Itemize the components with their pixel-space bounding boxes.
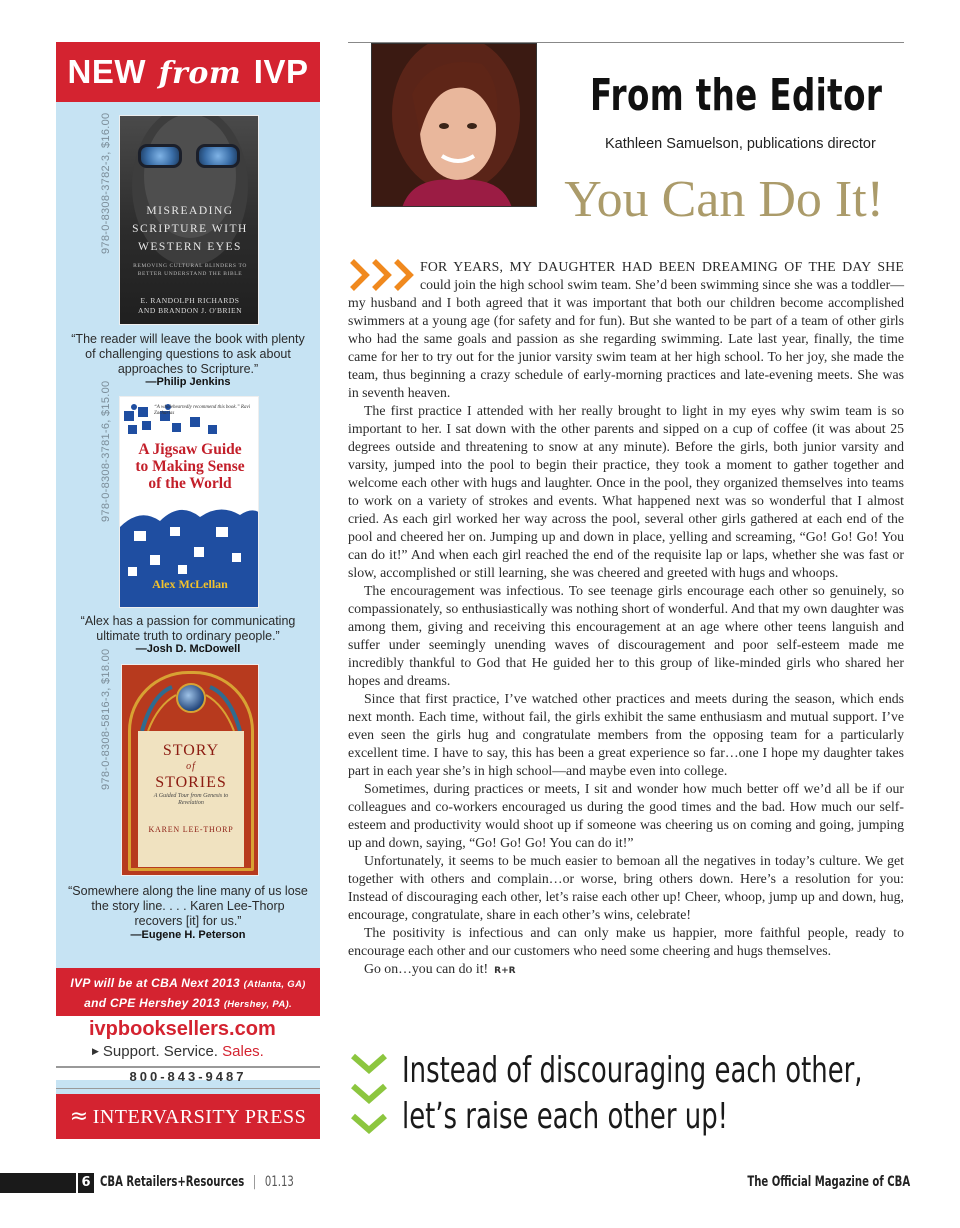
end-mark: R+R [494, 966, 516, 976]
footer-tagline: The Official Magazine of CBA [747, 1174, 910, 1190]
book2-cover-author: Alex McLellan [152, 577, 228, 591]
book2-quote-author: —Josh D. McDowell [135, 643, 241, 655]
book1-quote-author: —Philip Jenkins [145, 376, 231, 388]
ad-header [56, 42, 320, 102]
book2-cover[interactable] [119, 396, 259, 608]
book1-isbn-price: 978-0-8308-3782-3, $16.00 [100, 112, 112, 254]
ivp-advertisement [56, 42, 320, 1139]
byline: Kathleen Samuelson, publications director [605, 136, 876, 152]
green-chevrons-icon [350, 1050, 388, 1142]
article-body [348, 258, 904, 980]
book1-cover-subtitle: REMOVING CULTURAL BLINDERS TO BETTER UNDERSTAND THE BIBLE [133, 263, 247, 277]
ornament-icon [122, 665, 259, 735]
paragraph-7: The positivity is infectious and can only make us happier, more faithful people, ready to encourage each other and our customers who need some cheering and hugs themselves. [348, 925, 904, 958]
paragraph-6: Unfortunately, it seems to be much easier to bemoan all the negatives in today’s culture. We get together with others and complain…or worse, bring others down. Here’s a resolution for you: Instead of discouraging each other, let’s raise each other up! Cheer, whoop, jump up and down, hug, encourage, congratulate, share in each other’s wins, celebrate! [348, 853, 904, 922]
ad-header-brand: IVP [253, 53, 309, 90]
paragraph-3: The encouragement was infectious. To see teenage girls encourage each other so genuinely, so compassionately, so enthusiastically was nothing short of wonderful. And that my own daughter was among them, giving and receiving this encouragement at an age where other teens languish and suffer under seemingly unending waves of discouragement and poor self-esteem made me incredibly thankful to God that He guided her to this group of like-minded girls who shared her hopes and dreams. [348, 583, 904, 688]
book3-cover-subtitle: A Guided Tour from Genesis to Revelation [153, 793, 229, 806]
editor-photo [372, 44, 537, 207]
ad-website-link[interactable]: ivpbooksellers.com [89, 1018, 276, 1040]
book3-cover-author: KAREN LEE-THORP [148, 825, 234, 834]
headline: You Can Do It! [564, 171, 884, 228]
book3-quote: “Somewhere along the line many of us lose the story line. . . . Karen Lee-Thorp recovers [it] for us.” [68, 884, 308, 928]
book1-cover-authors: E. RANDOLPH RICHARDS AND BRANDON J. O'BRIEN [137, 296, 243, 315]
book2-cover-title: A Jigsaw Guide to Making Sense of the World [135, 441, 245, 492]
paragraph-2: The first practice I attended with her really brought to light in my eyes why swim team is so important to her. I sat down with the other parents and sipped on a cup of coffee (it was about 25 degrees outside and threatening to snow at any minute). Before the girls, both junior varsity and varsity, jumped into the pool to begin their practice, they took a moment to gather together and welcome each other with hugs and laughter. Once in the pool, they organized themselves into teams to work on a variety of strokes and events. What happened next was so wonderful that I almost cried. As each girl worked her way across the pool, several other girls gathered at each end of the pool and cheered her on. Jumping up and down in place, yelling and screaming, “Go! Go! Go! You can do it!” And when each girl reached the end of the requisite lap or laps, whether she was fast or slow, accomplished or still learning, she was cheered and greeted with hugs and whoops. [348, 403, 904, 580]
glasses-icon [138, 144, 242, 170]
book2-isbn-price: 978-0-8308-3781-6, $15.00 [100, 380, 112, 522]
book2-quote: “Alex has a passion for communicating ultimate truth to ordinary people.” [80, 614, 296, 643]
book3-cover-title: STORY of STORIES [155, 742, 227, 791]
pull-quote: Instead of discouraging each other, let’s raise each other up! [402, 1050, 863, 1137]
book3-isbn-price: 978-0-8308-5816-3, $18.00 [100, 648, 112, 790]
footer-issue: 01.13 [264, 1174, 294, 1190]
book1-quote: “The reader will leave the book with plenty of challenging questions to ask about approaches to Scripture.” [71, 332, 305, 376]
book3-cover[interactable] [121, 664, 259, 876]
paragraph-5: Sometimes, during practices or meets, I sit and wonder how much better off we’d all be if our colleagues and co-workers encouraged us during the good times and the bad. How much our self-esteem and productivity would shoot up if someone was cheering us on coming and going, jumping up and down, saying, “Go! Go! Go! You can do it!” [348, 781, 904, 850]
wave-logo-icon: ≈ [69, 1104, 89, 1129]
paragraph-4: Since that first practice, I’ve watched other practices and meets during the season, which ends next month. Each time, without fail, the girls exhibit the same enthusiasm and mutual support. I’ve even seen the girls hug and congratulate members from the opposing team for a particularly excellent time. I have to say, this has been a great experience so far…one I hope my daughter takes part in each year she’s in high school—and maybe even into college. [348, 691, 904, 778]
ad-event-banner: IVP will be at CBA Next 2013 (Atlanta, GA) and CPE Hershey 2013 (Hershey, PA). [56, 968, 320, 1016]
paragraph-8: Go on…you can do it! R+R [364, 961, 516, 976]
book1-cover-title: MISREADING SCRIPTURE WITH WESTERN EYES [132, 205, 248, 253]
footer-bar [0, 1173, 76, 1193]
book2-cover-praise: “A wholeheartedly recommend this book.” Ravi Zacharias [154, 405, 251, 416]
ad-header-new: NEW [67, 53, 146, 90]
ad-header-from: from [158, 56, 242, 91]
book1-cover[interactable] [119, 115, 259, 325]
intervarsity-press-logo: ≈ INTERVARSITY PRESS [56, 1094, 320, 1139]
book3-quote-author: —Eugene H. Peterson [130, 929, 246, 941]
paragraph-1: FOR YEARS, MY DAUGHTER HAD BEEN DREAMING OF THE DAY SHE could join the high school swim team. She’d been swimming since she was a toddler—my husband and I both agreed that it was important that both our children become accomplished swimmers at a young age (for safety and for fun). But she wanted to be part of a team of other girls who had the same goals and passion as she regarding swimming. Late last year, finally, the time came for her to try out for the junior varsity swim team at her high school. To her joy, she made the team, thus beginning a crazy schedule of early-morning practices and late-evening meets. She was in seventh heaven. [348, 259, 904, 400]
footer-publication: CBA Retailers+Resources | 01.13 [100, 1174, 294, 1190]
section-title: From the Editor [590, 70, 883, 121]
ad-phone-number: 800-843-9487 [129, 1069, 247, 1084]
ad-tagline: ▶ Support. Service. Sales. [92, 1043, 264, 1060]
triangle-right-icon: ▶ [92, 1046, 99, 1056]
page-number: 6 [78, 1173, 94, 1193]
editor-portrait [371, 43, 537, 207]
